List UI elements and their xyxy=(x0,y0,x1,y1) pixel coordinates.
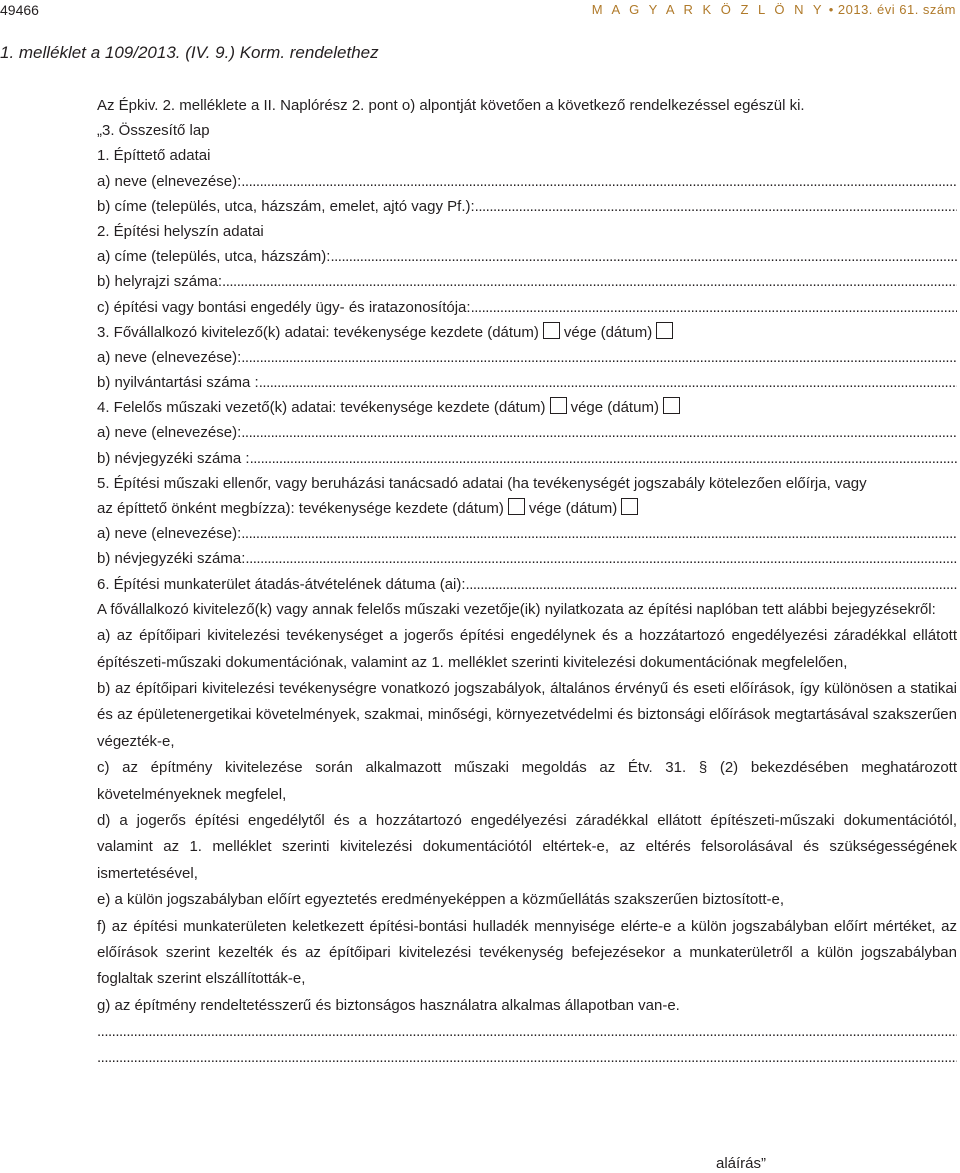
answer-line-1[interactable] xyxy=(97,1019,957,1045)
s5-end-date-box[interactable] xyxy=(621,498,638,515)
s3-start-date-box[interactable] xyxy=(543,322,560,339)
item-g: g) az építmény rendeltetésszerű és biztonságos használatra alkalmas állapotban van-e. xyxy=(97,996,680,1014)
s5-heading-line2: az építtető önként megbízza): tevékenysége kezdete (dátum) vége (dátum) xyxy=(97,496,957,521)
s3-end-date-box[interactable] xyxy=(656,322,673,339)
document-body xyxy=(97,93,957,1071)
s5-heading-line1: 5. Építési műszaki ellenőr, vagy beruházási tanácsadó adatai (ha tevékenységét jogszabály kötelezően előírja, vagy xyxy=(97,474,867,492)
journal-info xyxy=(592,2,956,17)
s1-heading: 1. Építtető adatai xyxy=(97,147,211,165)
s2-permit-id-field[interactable]: c) építési vagy bontási engedély ügy- és iratazonosítója: ..... xyxy=(97,295,957,320)
s3-name-field[interactable]: a) neve (elnevezése): ..... xyxy=(97,345,957,370)
item-f: f) az építési munkaterületen keletkezett építési-bontási hulladék mennyisége elérte-e a külön jogszabályban előírt mértéket, az előírások szerint kezelték és az építőipari kivitelezési tevékenység befejezésekor a munkaterületről a külön jogszabályban foglaltak szerint elszállították-e, xyxy=(97,917,957,988)
s4-heading: 4. Felelős műszaki vezető(k) adatai: tevékenysége kezdete (dátum) vége (dátum) xyxy=(97,395,957,420)
s6-date-field[interactable]: 6. Építési munkaterület átadás-átvételének dátuma (ai): ..... xyxy=(97,572,957,597)
s5-name-field[interactable]: a) neve (elnevezése): ..... xyxy=(97,521,957,546)
s4-start-date-box[interactable] xyxy=(550,397,567,414)
section-title: „3. Összesítő lap xyxy=(97,122,210,140)
annex-title: 1. melléklet a 109/2013. (IV. 9.) Korm. rendelethez xyxy=(0,43,379,62)
s4-name-field[interactable]: a) neve (elnevezése): ..... xyxy=(97,420,957,445)
page-header xyxy=(0,0,960,20)
s4-end-date-box[interactable] xyxy=(663,397,680,414)
statement-text: A fővállalkozó kivitelező(k) vagy annak felelős műszaki vezetője(ik) nyilatkozata az építési naplóban tett alábbi bejegyzésekről: xyxy=(97,600,936,618)
page-number: 49466 xyxy=(0,2,39,18)
journal-issue: 2013. évi 61. szám xyxy=(837,2,956,17)
s3-registry-field[interactable]: b) nyilvántartási száma : ..... xyxy=(97,370,957,395)
s5-start-date-box[interactable] xyxy=(508,498,525,515)
item-d: d) a jogerős építési engedélytől és a hozzátartozó engedélyezési záradékkal ellátott építészeti-műszaki dokumentációtól, valamint az 1. melléklet szerinti kivitelezési dokumentációtól eltértek-e, az eltérés felsorolásával és szükségességének ismertetésével, xyxy=(97,812,957,882)
s5-registry-field[interactable]: b) névjegyzéki száma: ..... xyxy=(97,546,957,571)
item-a: a) az építőipari kivitelezési tevékenységet a jogerős építési engedélynek és a hozzátartozó engedélyezési záradékkal ellátott építészeti-műszaki dokumentációnak, valamint az 1. melléklet szerinti kivitelezési dokumentációnak megfelelően, xyxy=(97,627,957,671)
answer-line-2[interactable] xyxy=(97,1045,957,1071)
s1-address-field[interactable]: b) címe (település, utca, házszám, emelet, ajtó vagy Pf.): ..... xyxy=(97,194,957,219)
journal-title: M A G Y A R K Ö Z L Ö N Y xyxy=(591,2,825,17)
item-e: e) a külön jogszabályban előírt egyeztetés eredményeképpen a közműellátás szakszerűen biztosított-e, xyxy=(97,891,785,909)
s3-heading: 3. Fővállalkozó kivitelező(k) adatai: tevékenysége kezdete (dátum) vége (dátum) xyxy=(97,320,957,345)
intro-text: Az Épkiv. 2. melléklete a II. Naplórész 2. pont o) alpontját követően a következő rendelkezéssel egészül ki. xyxy=(97,97,805,114)
journal-bullet: • xyxy=(828,2,834,17)
s2-parcel-field[interactable]: b) helyrajzi száma: ..... xyxy=(97,269,957,294)
item-b: b) az építőipari kivitelezési tevékenységre vonatkozó jogszabályok, általános érvényű és eseti előírások, így különösen a statikai és az épületenergetikai követelmények, szakmai, minőségi, környezetvédelmi és biztonsági előírások megtartásával szakszerűen végezték-e, xyxy=(97,679,957,750)
signature-label: aláírás” xyxy=(716,1155,767,1172)
item-c: c) az építmény kivitelezése során alkalmazott műszaki megoldás az Étv. 31. § (2) bekezdésében meghatározott követelményeknek megfelel, xyxy=(97,759,957,803)
s2-address-field[interactable]: a) címe (település, utca, házszám): ..... xyxy=(97,244,957,269)
s1-name-field[interactable]: a) neve (elnevezése): ..... xyxy=(97,169,957,194)
s4-registry-field[interactable]: b) névjegyzéki száma : ..... xyxy=(97,446,957,471)
s2-heading: 2. Építési helyszín adatai xyxy=(97,222,264,240)
